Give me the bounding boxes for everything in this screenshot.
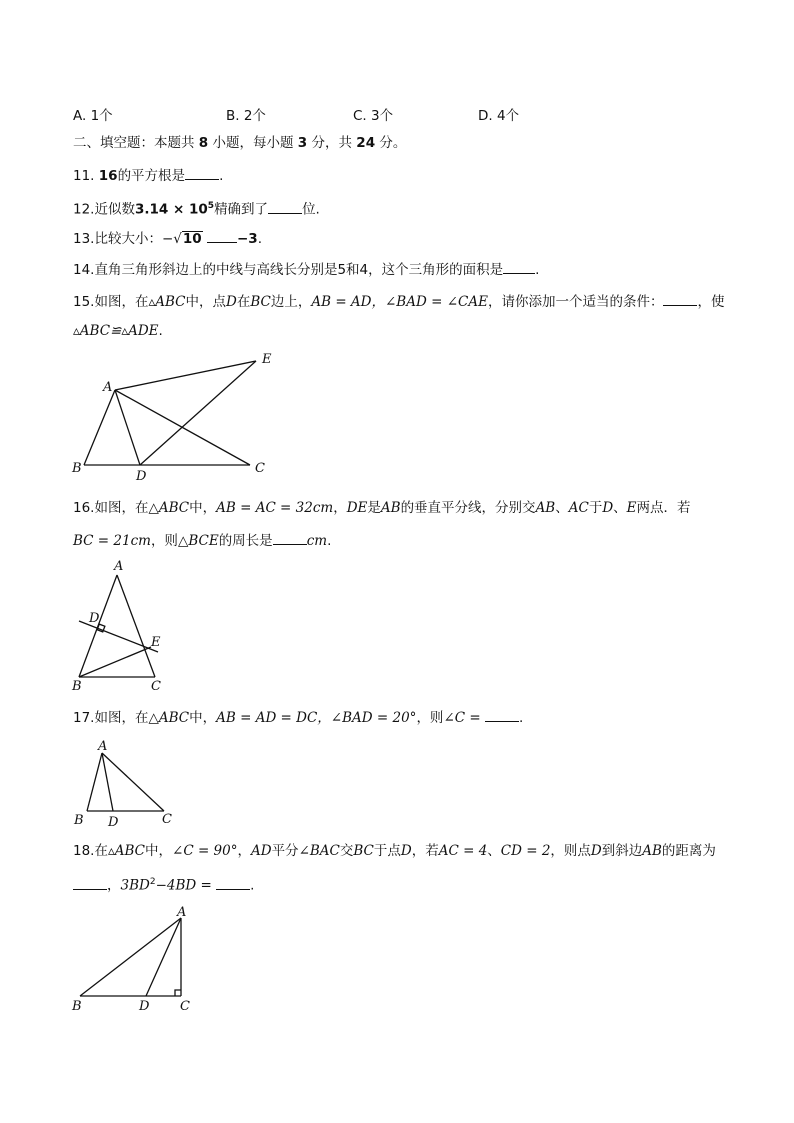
question-17: 17.如图，在△ABC中，AB = AD = DC，∠BAD = 20°，则∠C = . xyxy=(73,707,523,727)
figure-18-labels xyxy=(71,905,190,1014)
question-11: 11. 16的平方根是 . xyxy=(73,165,223,185)
label-e: E xyxy=(262,352,272,367)
right-angle-mark xyxy=(175,990,181,996)
question-15-line-1: 15.如图，在▵ABC中，点D在BC边上，AB = AD，∠BAD = ∠CAE，请你添加一个适当的条件： ，使 xyxy=(73,291,724,311)
label-c: C xyxy=(255,461,265,476)
option-c: C. 3个 xyxy=(353,108,394,124)
label-a: A xyxy=(103,380,113,395)
option-d: D. 4个 xyxy=(478,108,520,124)
question-18-line-2: ，$3BD^2-4BD$ = . xyxy=(73,873,254,895)
label-c: C xyxy=(180,999,190,1014)
segment-ab xyxy=(80,918,181,996)
figure-17 xyxy=(87,753,164,811)
label-d: D xyxy=(136,469,147,484)
label-a: A xyxy=(114,559,124,574)
label-b: B xyxy=(72,679,82,694)
question-14: 14.直角三角形斜边上的中线与高线长分别是5和4，这个三角形的面积是 . xyxy=(73,259,539,279)
label-b: B xyxy=(74,813,84,828)
option-a: A. 1个 xyxy=(73,108,113,124)
label-a: A xyxy=(98,739,108,754)
label-c: C xyxy=(151,679,161,694)
segment-ab xyxy=(87,753,102,811)
figure-18 xyxy=(80,918,181,996)
label-b: B xyxy=(72,461,82,476)
label-d: D xyxy=(89,611,100,626)
figure-17-labels xyxy=(73,739,172,830)
label-d: D xyxy=(139,999,150,1014)
section-heading: 二、填空题：本题共 8 小题，每小题 3 分，共 24 分。 xyxy=(73,135,407,151)
label-c: C xyxy=(162,812,172,827)
question-16-line-2: BC = 21cm，则△BCE的周长是 cm. xyxy=(73,530,331,550)
figure-16 xyxy=(79,575,158,677)
segment-ab xyxy=(84,390,115,465)
segment-ad xyxy=(146,918,181,996)
option-b: B. 2个 xyxy=(226,108,266,124)
segment-ac xyxy=(117,575,155,677)
question-13: 13.比较大小：−√10 −3. xyxy=(73,228,262,248)
question-15-line-2: ▵ABC≌▵ADE. xyxy=(73,323,163,339)
segment-be xyxy=(79,647,151,677)
question-16-line-1: 16.如图，在△ABC中，AB = AC = 32cm，DE是AB的垂直平分线，分别交AB、AC于D、E两点．若 xyxy=(73,500,691,516)
figure-15-labels xyxy=(71,352,272,484)
label-a: A xyxy=(177,905,187,920)
question-12: 12.近似数$3.14 \times 10^5$精确到了 位. xyxy=(73,197,320,219)
label-b: B xyxy=(72,999,82,1014)
label-d: D xyxy=(108,815,119,830)
figure-15 xyxy=(84,361,256,465)
label-e: E xyxy=(151,635,161,650)
segment-ae xyxy=(115,361,256,390)
question-18-line-1: 18.在▵ABC中，∠C = 90°，AD平分∠BAC交BC于点D，若AC = 4、CD = 2，则点D到斜边AB的距离为 xyxy=(73,843,716,859)
